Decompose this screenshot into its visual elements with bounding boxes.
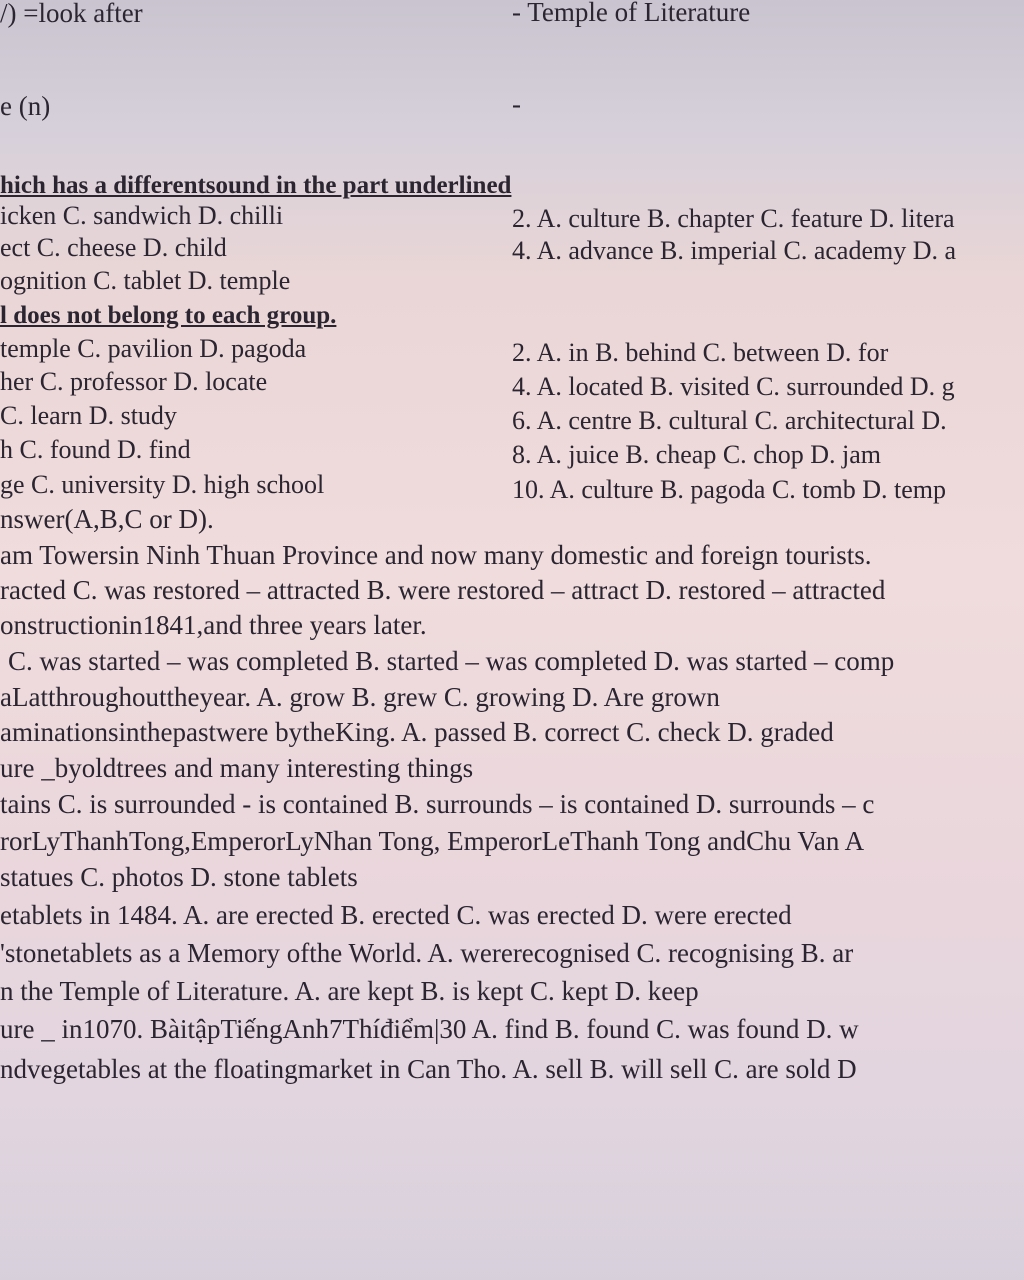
sec3-line-10: rorLyThanhTong,EmperorLyNhan Tong, EmperorLeThanh Tong andChu Van A [0,826,865,856]
sec2-row-5-right: 10. A. culture B. pagoda C. tomb D. temp [512,475,947,504]
sec2-row-5-left: ge C. university D. high school [0,470,325,499]
sec3-line-5: C. was started – was completed B. started – was completed D. was started – comp [8,646,895,676]
sec2-row-3-left: C. learn D. study [0,401,177,430]
sec3-line-2: am Towersin Ninh Thuan Province and now many domestic and foreign tourists. [0,540,872,570]
paper-shadow [0,1100,1024,1280]
sec3-line-4: onstructionin1841,and three years later. [0,610,427,640]
sec3-line-6: aLatthroughouttheyear. A. grow B. grew C. growing D. Are grown [0,682,720,712]
sec3-line-13: 'stonetablets as a Memory ofthe World. A. wererecognised C. recognising B. ar [0,938,854,968]
sec3-line-8: ure _byoldtrees and many interesting things [0,753,474,783]
sec2-row-2-right: 4. A. located B. visited C. surrounded D. g [512,372,955,401]
sec3-line-14: n the Temple of Literature. A. are kept B. is kept C. kept D. keep [0,976,699,1006]
sec2-row-2-left: her C. professor D. locate [0,367,268,396]
sec2-row-4-left: h C. found D. find [0,435,191,464]
sec1-row-1-left: icken C. sandwich D. chilli [0,201,284,230]
sec3-line-3: racted C. was restored – attracted B. were restored – attract D. restored – attracted [0,575,886,605]
sec3-line-7: aminationsinthepastwere bytheKing. A. passed B. correct C. check D. graded [0,717,834,747]
vocab-line-2-right: - [512,89,521,119]
sec3-line-15: ure _ in1070. BàitậpTiếngAnh7Thíđiểm|30 A. find B. found C. was found D. w [0,1014,859,1044]
sec1-row-2-left: ect C. cheese D. child [0,233,227,262]
sec3-line-12: etablets in 1484. A. are erected B. erected C. was erected D. were erected [0,900,792,930]
section-heading-odd-one-out: l does not belong to each group. [0,302,337,329]
sec3-line-1: nswer(A,B,C or D). [0,504,214,534]
vocab-line-1-left: /) =look after [0,0,143,28]
sec3-line-9: tains C. is surrounded - is contained B. surrounds – is contained D. surrounds – c [0,789,875,819]
sec2-row-3-right: 6. A. centre B. cultural C. architectural D. [512,406,947,435]
sec3-line-11: statues C. photos D. stone tablets [0,862,358,892]
vocab-line-2-left: e (n) [0,91,51,121]
sec3-line-16: ndvegetables at the floatingmarket in Can Tho. A. sell B. will sell C. are sold D [0,1054,857,1084]
sec2-row-1-right: 2. A. in B. behind C. between D. for [512,338,889,367]
sec1-row-2-right: 4. A. advance B. imperial C. academy D. a [512,236,957,265]
section-heading-pronunciation: hich has a differentsound in the part underlined [0,172,512,199]
sec2-row-1-left: temple C. pavilion D. pagoda [0,334,307,363]
sec2-row-4-right: 8. A. juice B. cheap C. chop D. jam [512,440,881,469]
sec1-row-3-left: ognition C. tablet D. temple [0,266,291,295]
sec1-row-1-right: 2. A. culture B. chapter C. feature D. litera [512,204,955,233]
vocab-line-1-right: - Temple of Literature [512,0,751,27]
